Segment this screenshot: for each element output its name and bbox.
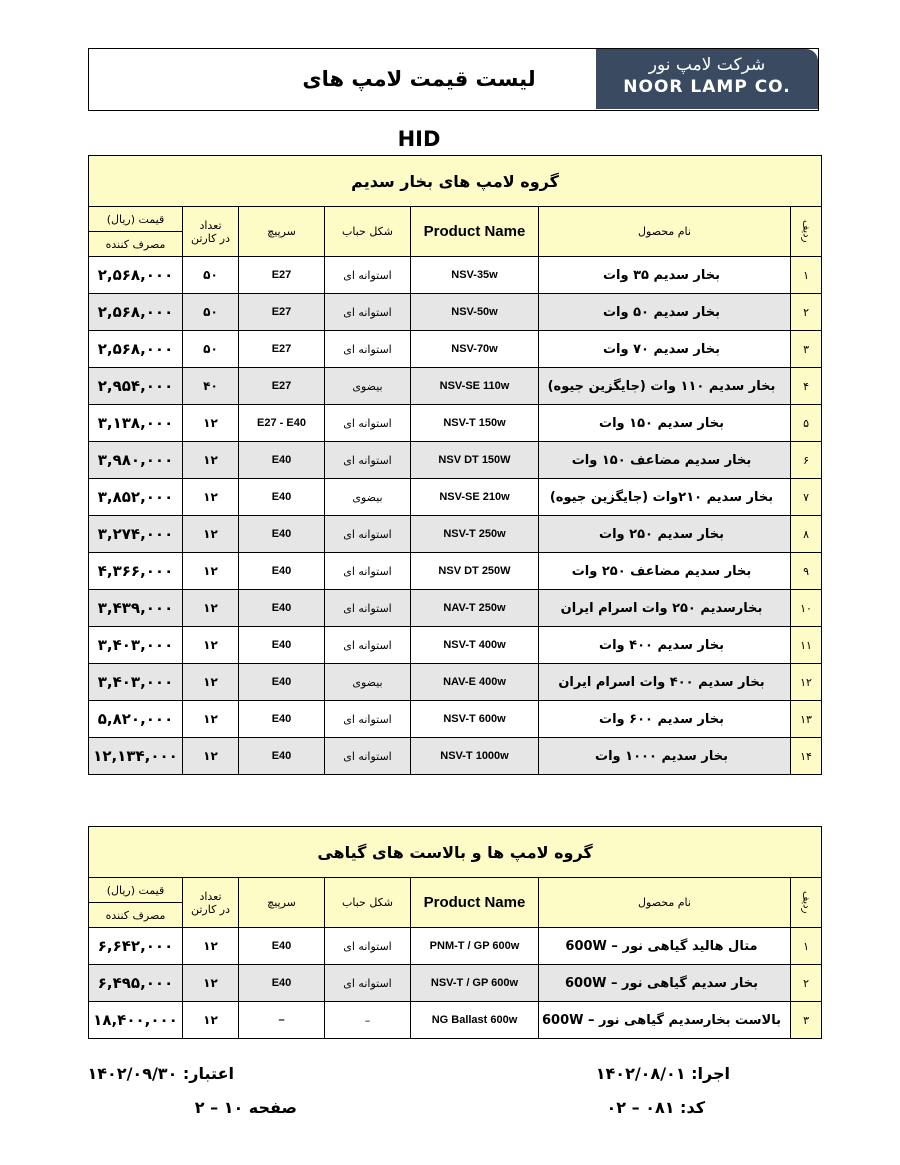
base-cell: E40 xyxy=(239,516,325,553)
shape-cell: بیضوی xyxy=(325,368,411,405)
product-title-cell: بخار سدیم ۱۵۰ وات xyxy=(539,405,791,442)
qty-cell: ۱۲ xyxy=(183,590,239,627)
qty-cell: ۱۲ xyxy=(183,553,239,590)
product-name-cell: NAV-T 250w xyxy=(411,590,539,627)
table-row xyxy=(89,331,822,368)
qty-cell: ۱۲ xyxy=(183,479,239,516)
table-row xyxy=(89,738,822,775)
qty-cell: ۱۲ xyxy=(183,701,239,738)
price-cell: ۳,۹۸۰,۰۰۰ xyxy=(89,442,183,479)
radif-cell: ۳ xyxy=(791,331,822,368)
qty-cell: ۵۰ xyxy=(183,294,239,331)
qty-cell: ۱۲ xyxy=(183,516,239,553)
product-name-cell: NG Ballast 600w xyxy=(411,1002,539,1039)
product-name-cell: NSV-70w xyxy=(411,331,539,368)
qty-header xyxy=(183,878,239,928)
qty-header-top: تعداد xyxy=(199,889,222,903)
product-name-cell: NSV-SE 210w xyxy=(411,479,539,516)
radif-header: ردیف xyxy=(791,207,822,257)
price-cell: ۳,۸۵۲,۰۰۰ xyxy=(89,479,183,516)
base-cell: E40 xyxy=(239,965,325,1002)
product-name-cell: NSV DT 150W xyxy=(411,442,539,479)
price-cell: ۱۲,۱۳۴,۰۰۰ xyxy=(89,738,183,775)
table-row xyxy=(89,553,822,590)
qty-cell: ۱۲ xyxy=(183,965,239,1002)
price-cell: ۲,۵۶۸,۰۰۰ xyxy=(89,257,183,294)
qty-cell: ۱۲ xyxy=(183,738,239,775)
qty-cell: ۴۰ xyxy=(183,368,239,405)
table-row xyxy=(89,590,822,627)
price-cell: ۶,۶۴۲,۰۰۰ xyxy=(89,928,183,965)
product-title-cell: بخار سدیم ۳۵ وات xyxy=(539,257,791,294)
product-title-cell: بخار سدیم ۲۱۰وات (جایگزین جیوه) xyxy=(539,479,791,516)
table-row xyxy=(89,368,822,405)
group-title: گروه لامپ های بخار سدیم xyxy=(89,156,822,207)
base-cell: E27 xyxy=(239,294,325,331)
product-name-cell: NSV-T 400w xyxy=(411,627,539,664)
table-row xyxy=(89,701,822,738)
qty-cell: ۱۲ xyxy=(183,664,239,701)
product-title-cell: بخار سدیم ۴۰۰ وات اسرام ایران xyxy=(539,664,791,701)
shape-cell: استوانه ای xyxy=(325,331,411,368)
price-cell: ۵,۸۲۰,۰۰۰ xyxy=(89,701,183,738)
qty-header xyxy=(183,207,239,257)
base-cell: E40 xyxy=(239,664,325,701)
name-header: نام محصول xyxy=(539,878,791,928)
base-cell: E27 xyxy=(239,257,325,294)
product-name-cell: NSV-35w xyxy=(411,257,539,294)
shape-cell: استوانه ای xyxy=(325,294,411,331)
radif-cell: ۲ xyxy=(791,965,822,1002)
logo-persian-text: شرکت لامپ نور xyxy=(648,55,766,75)
table-row xyxy=(89,442,822,479)
product-name-cell: PNM-T / GP 600w xyxy=(411,928,539,965)
product-title-cell: بخار سدیم ۶۰۰ وات xyxy=(539,701,791,738)
base-cell: E27 xyxy=(239,368,325,405)
shape-cell: استوانه ای xyxy=(325,965,411,1002)
table-row xyxy=(89,294,822,331)
product-title-cell: بخار سدیم ۲۵۰ وات xyxy=(539,516,791,553)
price-cell: ۲,۹۵۴,۰۰۰ xyxy=(89,368,183,405)
base-cell: E27 xyxy=(239,331,325,368)
product-name-cell: NSV-T 600w xyxy=(411,701,539,738)
table-row xyxy=(89,1002,822,1039)
price-header-top: قیمت (ریال) xyxy=(89,207,183,232)
logo-english-text: NOOR LAMP CO. xyxy=(623,77,791,97)
radif-cell: ۱ xyxy=(791,928,822,965)
plant-lamps-table xyxy=(88,826,822,1039)
qty-cell: ۵۰ xyxy=(183,331,239,368)
table-row xyxy=(89,627,822,664)
execution-date: اجرا: ۱۴۰۲/۰۸/۰۱ xyxy=(595,1064,730,1083)
radif-cell: ۸ xyxy=(791,516,822,553)
product-name-cell: NSV-T / GP 600w xyxy=(411,965,539,1002)
product-title-cell: بخار سدیم مضاعف ۱۵۰ وات xyxy=(539,442,791,479)
table-row xyxy=(89,257,822,294)
product-name-header: Product Name xyxy=(411,878,539,928)
base-cell: E40 xyxy=(239,701,325,738)
shape-cell: استوانه ای xyxy=(325,928,411,965)
radif-cell: ۵ xyxy=(791,405,822,442)
radif-cell: ۱ xyxy=(791,257,822,294)
page-header xyxy=(88,48,819,151)
price-cell: ۳,۴۰۳,۰۰۰ xyxy=(89,664,183,701)
base-cell: E40 xyxy=(239,928,325,965)
product-name-cell: NSV-50w xyxy=(411,294,539,331)
price-cell: ۲,۵۶۸,۰۰۰ xyxy=(89,331,183,368)
shape-cell: استوانه ای xyxy=(325,590,411,627)
table-row xyxy=(89,516,822,553)
radif-cell: ۶ xyxy=(791,442,822,479)
product-name-cell: NSV-T 150w xyxy=(411,405,539,442)
company-logo xyxy=(596,49,818,109)
product-name-cell: NSV-T 1000w xyxy=(411,738,539,775)
radif-cell: ۱۱ xyxy=(791,627,822,664)
radif-header: ردیف xyxy=(791,878,822,928)
shape-cell: استوانه ای xyxy=(325,257,411,294)
base-cell: – xyxy=(239,1002,325,1039)
price-cell: ۳,۲۷۴,۰۰۰ xyxy=(89,516,183,553)
shape-cell: استوانه ای xyxy=(325,553,411,590)
radif-cell: ۲ xyxy=(791,294,822,331)
product-name-cell: NSV-T 250w xyxy=(411,516,539,553)
table-row xyxy=(89,928,822,965)
radif-cell: ۳ xyxy=(791,1002,822,1039)
base-cell: E27 - E40 xyxy=(239,405,325,442)
radif-cell: ۱۳ xyxy=(791,701,822,738)
qty-header-top: تعداد xyxy=(199,218,222,232)
price-header-top: قیمت (ریال) xyxy=(89,878,183,903)
group-title: گروه لامپ ها و بالاست های گیاهی xyxy=(89,827,822,878)
product-title-cell: بخار سدیم ۷۰ وات xyxy=(539,331,791,368)
table-row xyxy=(89,479,822,516)
radif-cell: ۱۲ xyxy=(791,664,822,701)
shape-header: شکل حباب xyxy=(325,878,411,928)
shape-cell: – xyxy=(325,1002,411,1039)
shape-cell: استوانه ای xyxy=(325,516,411,553)
price-cell: ۳,۴۰۳,۰۰۰ xyxy=(89,627,183,664)
shape-cell: بیضوی xyxy=(325,479,411,516)
name-header: نام محصول xyxy=(539,207,791,257)
product-title-cell: بخارسدیم ۲۵۰ وات اسرام ایران xyxy=(539,590,791,627)
base-cell: E40 xyxy=(239,590,325,627)
base-cell: E40 xyxy=(239,627,325,664)
qty-cell: ۱۲ xyxy=(183,1002,239,1039)
qty-header-bottom: در کارتن xyxy=(190,902,231,916)
document-code: کد: ۰۸۱ – ۰۲ xyxy=(606,1098,705,1117)
table-row xyxy=(89,965,822,1002)
base-cell: E40 xyxy=(239,553,325,590)
radif-cell: ۹ xyxy=(791,553,822,590)
base-cell: E40 xyxy=(239,442,325,479)
product-title-cell: بخار سدیم ۱۱۰ وات (جایگزین جیوه) xyxy=(539,368,791,405)
base-header: سرپیچ xyxy=(239,207,325,257)
radif-cell: ۷ xyxy=(791,479,822,516)
page-number: صفحه ۱۰ – ۲ xyxy=(194,1098,297,1117)
shape-cell: بیضوی xyxy=(325,664,411,701)
product-title-cell: بخار سدیم ۵۰ وات xyxy=(539,294,791,331)
price-cell: ۳,۴۳۹,۰۰۰ xyxy=(89,590,183,627)
shape-cell: استوانه ای xyxy=(325,701,411,738)
price-cell: ۱۸,۴۰۰,۰۰۰ xyxy=(89,1002,183,1039)
radif-cell: ۱۴ xyxy=(791,738,822,775)
qty-cell: ۱۲ xyxy=(183,928,239,965)
product-name-cell: NSV DT 250W xyxy=(411,553,539,590)
shape-cell: استوانه ای xyxy=(325,405,411,442)
product-title-cell: بخار سدیم مضاعف ۲۵۰ وات xyxy=(539,553,791,590)
base-cell: E40 xyxy=(239,738,325,775)
product-name-cell: NSV-SE 110w xyxy=(411,368,539,405)
price-header-bottom: مصرف کننده xyxy=(89,232,183,257)
price-header-bottom: مصرف کننده xyxy=(89,903,183,928)
qty-header-bottom: در کارتن xyxy=(190,231,231,245)
qty-cell: ۵۰ xyxy=(183,257,239,294)
product-name-cell: NAV-E 400w xyxy=(411,664,539,701)
product-title-cell: بخار سدیم گیاهی نور – 600W xyxy=(539,965,791,1002)
radif-cell: ۴ xyxy=(791,368,822,405)
price-cell: ۶,۴۹۵,۰۰۰ xyxy=(89,965,183,1002)
price-cell: ۲,۵۶۸,۰۰۰ xyxy=(89,294,183,331)
sodium-lamps-table xyxy=(88,155,822,775)
product-name-header: Product Name xyxy=(411,207,539,257)
shape-header: شکل حباب xyxy=(325,207,411,257)
base-cell: E40 xyxy=(239,479,325,516)
table-row xyxy=(89,405,822,442)
validity-date: اعتبار: ۱۴۰۲/۰۹/۳۰ xyxy=(87,1064,234,1083)
product-title-cell: بالاست بخارسدیم گیاهی نور – 600W xyxy=(539,1002,791,1039)
table-row xyxy=(89,664,822,701)
shape-cell: استوانه ای xyxy=(325,738,411,775)
qty-cell: ۱۲ xyxy=(183,405,239,442)
base-header: سرپیچ xyxy=(239,878,325,928)
shape-cell: استوانه ای xyxy=(325,627,411,664)
page-title: لیست قیمت لامپ های HID xyxy=(302,67,536,151)
radif-cell: ۱۰ xyxy=(791,590,822,627)
price-cell: ۳,۱۳۸,۰۰۰ xyxy=(89,405,183,442)
qty-cell: ۱۲ xyxy=(183,627,239,664)
product-title-cell: بخار سدیم ۱۰۰۰ وات xyxy=(539,738,791,775)
product-title-cell: بخار سدیم ۴۰۰ وات xyxy=(539,627,791,664)
price-cell: ۴,۳۶۶,۰۰۰ xyxy=(89,553,183,590)
product-title-cell: متال هالید گیاهی نور – 600W xyxy=(539,928,791,965)
qty-cell: ۱۲ xyxy=(183,442,239,479)
shape-cell: استوانه ای xyxy=(325,442,411,479)
